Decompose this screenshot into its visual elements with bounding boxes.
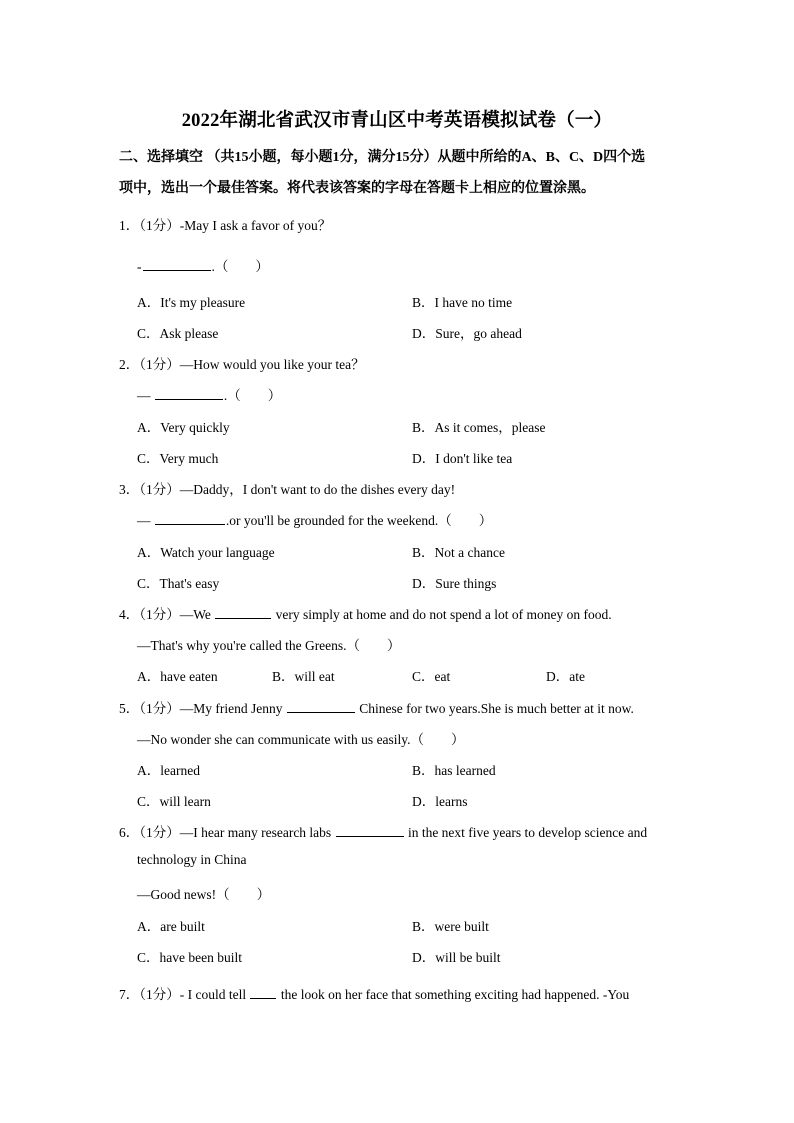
question-3-answer-line (137, 509, 492, 529)
q2-option-c[interactable]: C．Very much (137, 451, 219, 466)
stem-before: 6．（1分）—I hear many research labs (119, 825, 335, 840)
q6-option-c[interactable]: C．have been built (137, 950, 242, 965)
answer-prefix: - (137, 259, 142, 274)
question-1-answer-line (137, 255, 269, 275)
question-1-stem: 1．（1分）-May I ask a favor of you？ (119, 218, 332, 233)
q3-option-b[interactable]: B．Not a chance (412, 545, 505, 560)
question-5-stem (119, 697, 634, 717)
stem-before: 5．（1分）—My friend Jenny (119, 701, 286, 716)
q3-option-a[interactable]: A．Watch your language (137, 545, 275, 560)
q6-option-a[interactable]: A．are built (137, 919, 205, 934)
q5-option-a[interactable]: A．learned (137, 763, 200, 778)
q1-option-d[interactable]: D．Sure，go ahead (412, 326, 522, 341)
q5-option-b[interactable]: B．has learned (412, 763, 496, 778)
answer-blank[interactable] (155, 511, 225, 526)
stem-after: Chinese for two years.She is much better at it now. (355, 701, 634, 716)
question-3-stem: 3．（1分）—Daddy，I don't want to do the dishes every day! (119, 482, 456, 497)
answer-suffix: .or you'll be grounded for the weekend.（ ） (225, 513, 493, 528)
question-6-reply: —Good news!（ ） (137, 887, 271, 902)
question-2-answer-line (137, 384, 281, 404)
stem-before: 7．（1分）- I could tell (119, 987, 250, 1002)
q4-option-c[interactable]: C．eat (412, 669, 451, 684)
question-7-stem (119, 983, 679, 1003)
q1-option-a[interactable]: A．It's my pleasure (137, 295, 246, 310)
answer-suffix: .（ ） (211, 259, 269, 274)
q3-option-c[interactable]: C．That's easy (137, 576, 220, 591)
q2-option-a[interactable]: A．Very quickly (137, 420, 230, 435)
q5-option-c[interactable]: C．will learn (137, 794, 211, 809)
answer-blank[interactable] (336, 823, 404, 838)
question-4-stem (119, 603, 612, 623)
answer-blank[interactable] (143, 257, 211, 272)
section-instructions-line1: 二、选择填空 （共15小题，每小题1分，满分15分）从题中所给的A、B、C、D四个选 (119, 150, 646, 165)
question-5-reply: —No wonder she can communicate with us easily.（ ） (137, 732, 465, 747)
question-6-stem (119, 821, 647, 841)
answer-blank[interactable] (287, 699, 355, 714)
q6-option-d[interactable]: D．will be built (412, 950, 501, 965)
q4-option-a[interactable]: A．have eaten (137, 669, 218, 684)
answer-blank[interactable] (215, 605, 271, 620)
q1-option-b[interactable]: B．I have no time (412, 295, 513, 310)
question-4-reply: —That's why you're called the Greens.（ ） (137, 638, 401, 653)
q2-option-b[interactable]: B．As it comes，please (412, 420, 546, 435)
q2-option-d[interactable]: D．I don't like tea (412, 451, 513, 466)
section-instructions-line2: 项中，选出一个最佳答案。将代表该答案的字母在答题卡上相应的位置涂黑。 (119, 181, 595, 196)
answer-blank[interactable] (250, 985, 276, 1000)
stem-after: very simply at home and do not spend a lot of money on food. (272, 607, 612, 622)
question-6-stem-line2: technology in China (137, 852, 247, 867)
stem-after: in the next five years to develop science and (404, 825, 648, 840)
answer-suffix: .（ ） (223, 388, 282, 403)
answer-prefix: — (137, 513, 154, 528)
answer-prefix: — (137, 388, 154, 403)
stem-before: 4．（1分）—We (119, 607, 215, 622)
q4-option-b[interactable]: B．will eat (272, 669, 335, 684)
q5-option-d[interactable]: D．learns (412, 794, 468, 809)
q3-option-d[interactable]: D．Sure things (412, 576, 497, 591)
question-2-stem: 2．（1分）—How would you like your tea？ (119, 357, 365, 372)
q1-option-c[interactable]: C．Ask please (137, 326, 219, 341)
stem-after: the look on her face that something exciting had happened. -You (277, 987, 630, 1002)
q6-option-b[interactable]: B．were built (412, 919, 489, 934)
q4-option-d[interactable]: D．ate (546, 669, 585, 684)
answer-blank[interactable] (155, 386, 223, 401)
page-title: 2022年湖北省武汉市青山区中考英语模拟试卷（一） (181, 111, 613, 131)
